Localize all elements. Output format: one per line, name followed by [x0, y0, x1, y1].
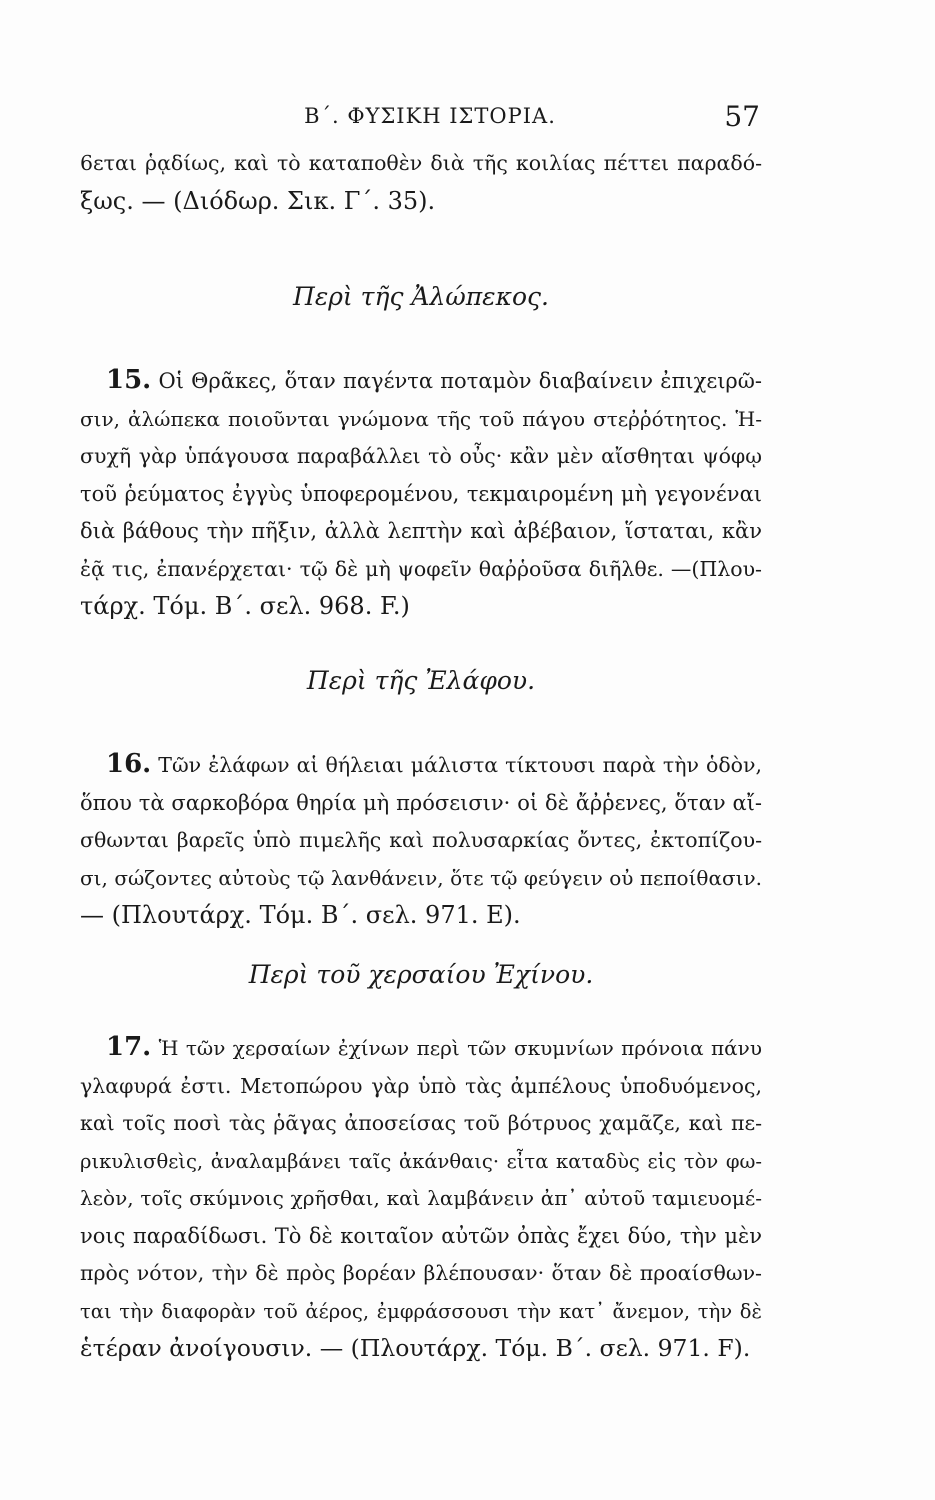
paragraph-number: 16.: [106, 749, 152, 779]
text-line: ἑτέραν ἀνοίγουσιν. — (Πλουτάρχ. Τόμ. Β΄. σελ. 971. F).: [80, 1334, 751, 1362]
text-line: σιν, ἀλώπεκα ποιοῦνται γνώμονα τῆς τοῦ πάγου στεῤῥότητος. Ἡ-: [80, 406, 762, 431]
paragraph-16: [80, 746, 762, 935]
text-line: νοις παραδίδωσι. Τὸ δὲ κοιταῖον αὐτῶν ὀπὰς ἔχει δύο, τὴν μὲν: [80, 1223, 762, 1248]
text-line: γλαφυρά ἐστι. Μετοπώρου γὰρ ὑπὸ τὰς ἀμπέλους ὑποδυόμενος,: [80, 1073, 762, 1098]
page-number: 57: [724, 100, 760, 133]
text-line: [80, 1029, 762, 1068]
text-line: σθωνται βαρεῖς ὑπὸ πιμελῆς καὶ πολυσαρκίας ὄντες, ἐκτοπίζου-: [80, 828, 762, 852]
section-heading-fox: Περὶ τῆς Ἀλώπεκος.: [293, 282, 549, 311]
text-line: — (Πλουτάρχ. Τόμ. Β΄. σελ. 971. E).: [80, 901, 521, 929]
paragraph-number: 17.: [106, 1032, 152, 1062]
text-line: 6εται ῥᾳδίως, καὶ τὸ καταποθὲν διὰ τῆς κοιλίας πέττει παραδό-: [80, 151, 762, 175]
line-text: Τῶν ἐλάφων αἱ θήλειαι μάλιστα τίκτουσι παρὰ τὴν ὁδὸν,: [158, 753, 762, 777]
text-line: λεὸν, τοῖς σκύμνοις χρῆσθαι, καὶ λαμβάνειν ἀπ᾽ αὐτοῦ ταμιευομέ-: [80, 1186, 762, 1210]
text-line: [80, 362, 762, 401]
text-line: διὰ βάθους τὴν πῆξιν, ἀλλὰ λεπτὴν καὶ ἀβέβαιον, ἵσταται, κἂν: [80, 519, 762, 543]
page-header: [80, 100, 760, 140]
text-line: συχῆ γὰρ ὑπάγουσα παραβάλλει τὸ οὖς· κἂν μὲν αἴσθηται ψόφῳ: [80, 444, 762, 468]
text-line: τοῦ ῥεύματος ἐγγὺς ὑποφερομένου, τεκμαιρομένη μὴ γεγονέναι: [80, 481, 762, 506]
text-line: ρικυλισθεὶς, ἀναλαμβάνει ταῖς ἀκάνθαις· εἶτα καταδὺς εἰς τὸν φω-: [80, 1149, 762, 1173]
text-line: ται τὴν διαφορὰν τοῦ ἀέρος, ἐμφράσσουσι τὴν κατ᾽ ἄνεμον, τὴν δὲ: [80, 1299, 762, 1323]
paragraph-number: 15.: [106, 365, 152, 395]
text-line: καὶ τοῖς ποσὶ τὰς ῥᾶγας ἀποσείσας τοῦ βότρυος χαμᾶζε, καὶ πε-: [80, 1111, 762, 1135]
line-text: Ἡ τῶν χερσαίων ἐχίνων περὶ τῶν σκυμνίων πρόνοια πάνυ: [158, 1036, 762, 1060]
text-line: ὅπου τὰ σαρκοβόρα θηρία μὴ πρόσεισιν· οἱ δὲ ἄῤῥενες, ὅταν αἴ-: [80, 790, 762, 815]
paragraph-15: [80, 362, 762, 626]
continuation-paragraph: [80, 145, 762, 220]
text-line: ἐᾷ τις, ἐπανέρχεται· τῷ δὲ μὴ ψοφεῖν θαῤῥοῦσα διῆλθε. —(Πλου-: [80, 556, 762, 581]
running-head: Β΄. ΦΥΣΙΚΗ ΙΣΤΟΡΙΑ.: [304, 104, 556, 128]
text-line: τάρχ. Τόμ. Β΄. σελ. 968. F.): [80, 592, 410, 620]
text-line: ξως. — (Διόδωρ. Σικ. Γ΄. 35).: [80, 186, 436, 215]
section-heading-deer: Περὶ τῆς Ἐλάφου.: [306, 666, 536, 695]
line-text: Οἱ Θρᾶκες, ὅταν παγέντα ποταμὸν διαβαίνειν ἐπιχειρῶ-: [158, 369, 762, 393]
text-line: πρὸς νότον, τὴν δὲ πρὸς βορέαν βλέπουσαν· ὅταν δὲ προαίσθων-: [80, 1261, 762, 1285]
text-line: σι, σώζοντες αὐτοὺς τῷ λανθάνειν, ὅτε τῷ φεύγειν οὐ πεποίθασιν.: [80, 865, 762, 890]
section-heading-hedgehog: Περὶ τοῦ χερσαίου Ἐχίνου.: [248, 960, 594, 989]
paragraph-17: [80, 1029, 762, 1368]
text-line: [80, 746, 762, 785]
